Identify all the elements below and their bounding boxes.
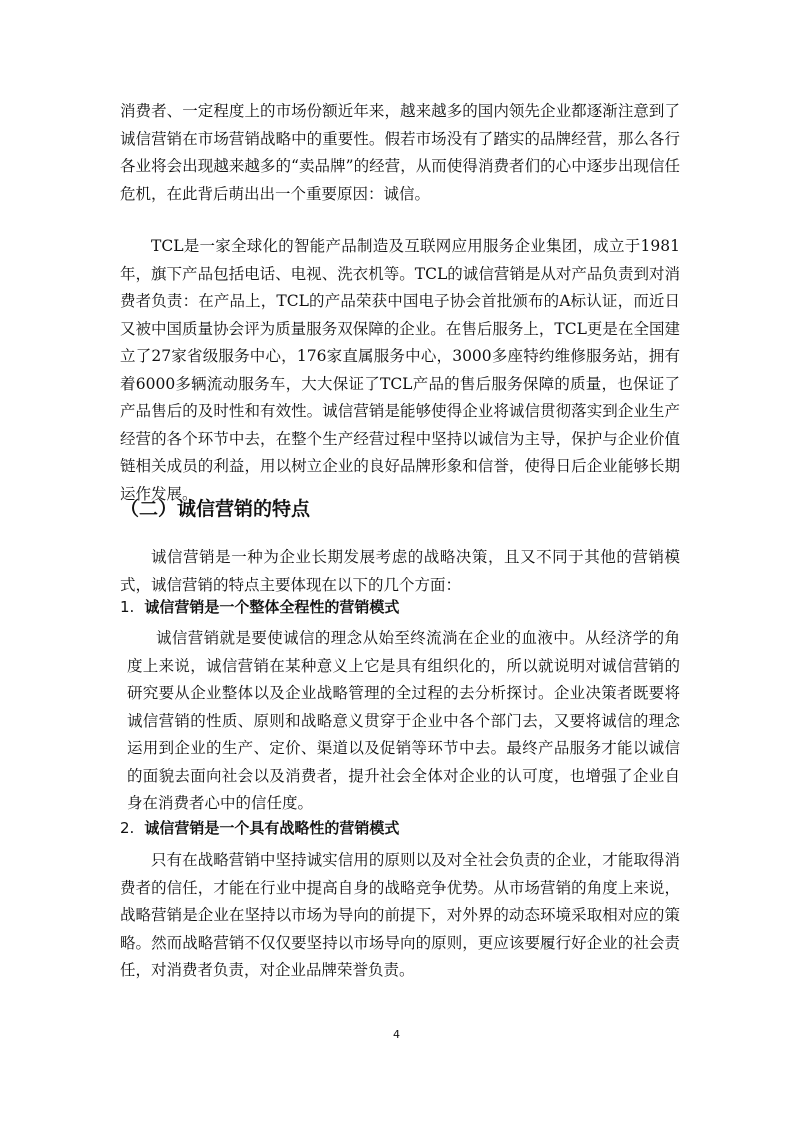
list-item-body: 只有在战略营销中坚持诚实信用的原则以及对全社会负责的企业，才能取得消费者的信任，才能在行业中提高自身的战略竞争优势。从市场营销的角度上来说，战略营销是企业在坚持以市场为导向的前提下，对外界的动态环境采取相对应的策略。然而战略营销不仅仅要坚持以市场导向的原则，更应该要履行好企业的社会责任，对消费者负责，对企业品牌荣誉负责。 [120, 851, 680, 979]
page-number: 4 [393, 1028, 400, 1041]
section-heading: （二）诚信营销的特点 [120, 498, 311, 520]
list-item-number: 1. [120, 598, 135, 616]
body-paragraph: TCL是一家全球化的智能产品制造及互联网应用服务企业集团，成立于1981年，旗下产品包括电话、电视、洗衣机等。TCL的诚信营销是从对产品负责到对消费者负责：在产品上，TCL的产品荣获中国电子协会首批颁布的A标认证，而近日又被中国质量协会评为质量服务双保障的企业。在售后服务上，TCL更是在全国建立了27家省级服务中心，176家直属服务中心，3000多座特约维修服务站，拥有着6000多辆流动服务车，大大保证了TCL产品的售后服务保障的质量，也保证了产品售后的及时性和有效性。诚信营销是能够使得企业将诚信贯彻落实到企业生产经营的各个环节中去，在整个生产经营过程中坚持以诚信为主导，保护与企业价值链相关成员的利益，用以树立企业的良好品牌形象和信誉，使得日后企业能够长期运作发展。 [120, 237, 680, 503]
list-item-title: 诚信营销是一个整体全程性的营销模式 [144, 598, 400, 616]
list-item-title: 诚信营销是一个具有战略性的营销模式 [144, 819, 400, 837]
list-item-heading [120, 817, 399, 838]
list-item-body: 诚信营销就是要使诚信的理念从始至终流淌在企业的血液中。从经济学的角度上来说，诚信营销在某种意义上它是具有组织化的，所以就说明对诚信营销的研究要从企业整体以及企业战略管理的全过程的去分析探讨。企业决策者既要将诚信营销的性质、原则和战略意义贯穿于企业中各个部门去，又要将诚信的理念运用到企业的生产、定价、渠道以及促销等环节中去。最终产品服务才能以诚信的面貌去面向社会以及消费者，提升社会全体对企业的认可度，也增强了企业自身在消费者心中的信任度。 [127, 629, 680, 812]
section-intro: 诚信营销是一种为企业长期发展考虑的战略决策，且又不同于其他的营销模式，诚信营销的特点主要体现在以下的几个方面： [120, 548, 680, 594]
body-paragraph: 消费者、一定程度上的市场份额近年来，越来越多的国内领先企业都逐渐注意到了诚信营销在市场营销战略中的重要性。假若市场没有了踏实的品牌经营，那么各行各业将会出现越来越多的“卖品牌”的经营，从而使得消费者们的心中逐步出现信任危机，在此背后萌出出一个重要原因：诚信。 [120, 102, 680, 203]
list-item-number: 2. [120, 819, 135, 837]
list-item-heading [120, 596, 399, 617]
